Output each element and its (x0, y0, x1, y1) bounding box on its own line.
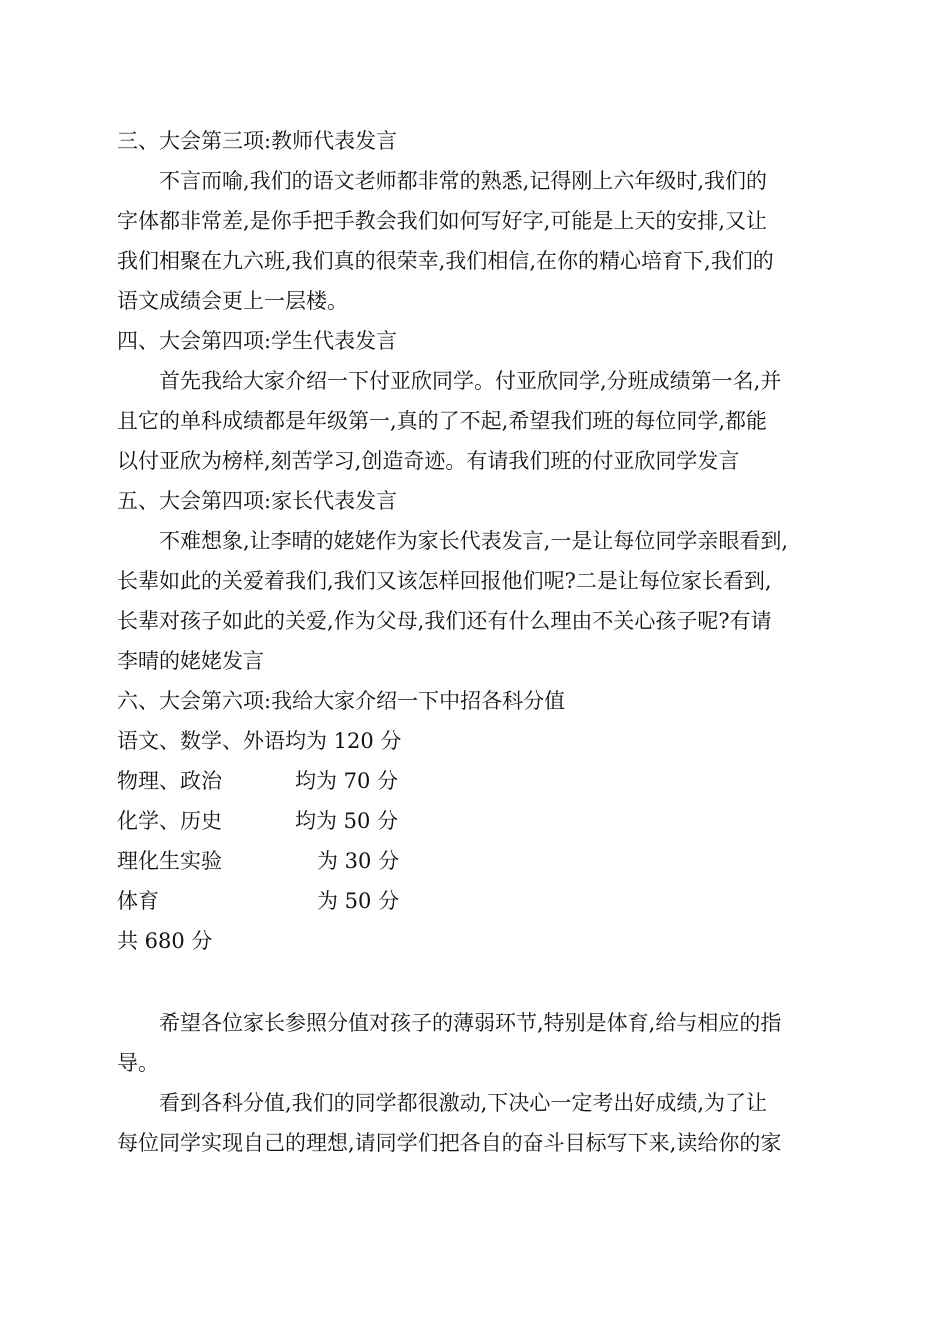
paragraph-line: 看到各科分值,我们的同学都很激动,下决心一定考出好成绩,为了让 (159, 1091, 768, 1115)
score-row (117, 761, 842, 801)
paragraph-line: 长辈如此的关爱着我们,我们又该怎样回报他们呢?二是让每位家长看到, (117, 569, 772, 593)
score-subject: 化学、历史 (117, 809, 222, 833)
paragraph-line: 且它的单科成绩都是年级第一,真的了不起,希望我们班的每位同学,都能 (117, 409, 768, 433)
score-subject: 理化生实验 (117, 849, 222, 873)
score-value: 均为 70 分 (295, 769, 399, 793)
paragraph-advice (117, 1003, 842, 1083)
paragraph-line: 我们相聚在九六班,我们真的很荣幸,我们相信,在你的精心培育下,我们的 (117, 249, 774, 273)
paragraph-line: 语文成绩会更上一层楼。 (117, 289, 348, 313)
score-value: 为 30 分 (317, 849, 400, 873)
document-page (117, 121, 842, 1163)
paragraph-goals (117, 1083, 842, 1163)
blank-line (117, 961, 842, 1003)
paragraph-line: 字体都非常差,是你手把手教会我们如何写好字,可能是上天的安排,又让 (117, 209, 768, 233)
score-row-languages: 语文、数学、外语均为 120 分 (117, 729, 402, 753)
score-row (117, 841, 842, 881)
paragraph-line: 以付亚欣为榜样,刻苦学习,创造奇迹。有请我们班的付亚欣同学发言 (117, 449, 740, 473)
paragraph-line: 每位同学实现自己的理想,请同学们把各自的奋斗目标写下来,读给你的家 (117, 1131, 782, 1155)
paragraph-student-speech (117, 361, 842, 481)
section-heading-3: 三、大会第三项:教师代表发言 (117, 129, 398, 153)
paragraph-line: 导。 (117, 1051, 159, 1075)
section-heading-4: 四、大会第四项:学生代表发言 (117, 329, 398, 353)
paragraph-line: 不难想象,让李晴的姥姥作为家长代表发言,一是让每位同学亲眼看到, (159, 529, 789, 553)
score-value: 为 50 分 (317, 889, 400, 913)
score-row (117, 801, 842, 841)
paragraph-line: 首先我给大家介绍一下付亚欣同学。付亚欣同学,分班成绩第一名,并 (159, 369, 782, 393)
paragraph-line: 不言而喻,我们的语文老师都非常的熟悉,记得刚上六年级时,我们的 (159, 169, 768, 193)
paragraph-line: 长辈对孩子如此的关爱,作为父母,我们还有什么理由不关心孩子呢?有请 (117, 609, 772, 633)
section-heading-5: 五、大会第四项:家长代表发言 (117, 489, 398, 513)
score-subject: 体育 (117, 889, 159, 913)
section-heading-6: 六、大会第六项:我给大家介绍一下中招各科分值 (117, 689, 566, 713)
paragraph-teacher-speech (117, 161, 842, 321)
paragraph-line: 李晴的姥姥发言 (117, 649, 264, 673)
score-value: 均为 50 分 (295, 809, 399, 833)
score-total: 共 680 分 (117, 929, 213, 953)
paragraph-line: 希望各位家长参照分值对孩子的薄弱环节,特别是体育,给与相应的指 (159, 1011, 782, 1035)
score-row (117, 881, 842, 921)
paragraph-parent-speech (117, 521, 842, 681)
score-subject: 物理、政治 (117, 769, 222, 793)
